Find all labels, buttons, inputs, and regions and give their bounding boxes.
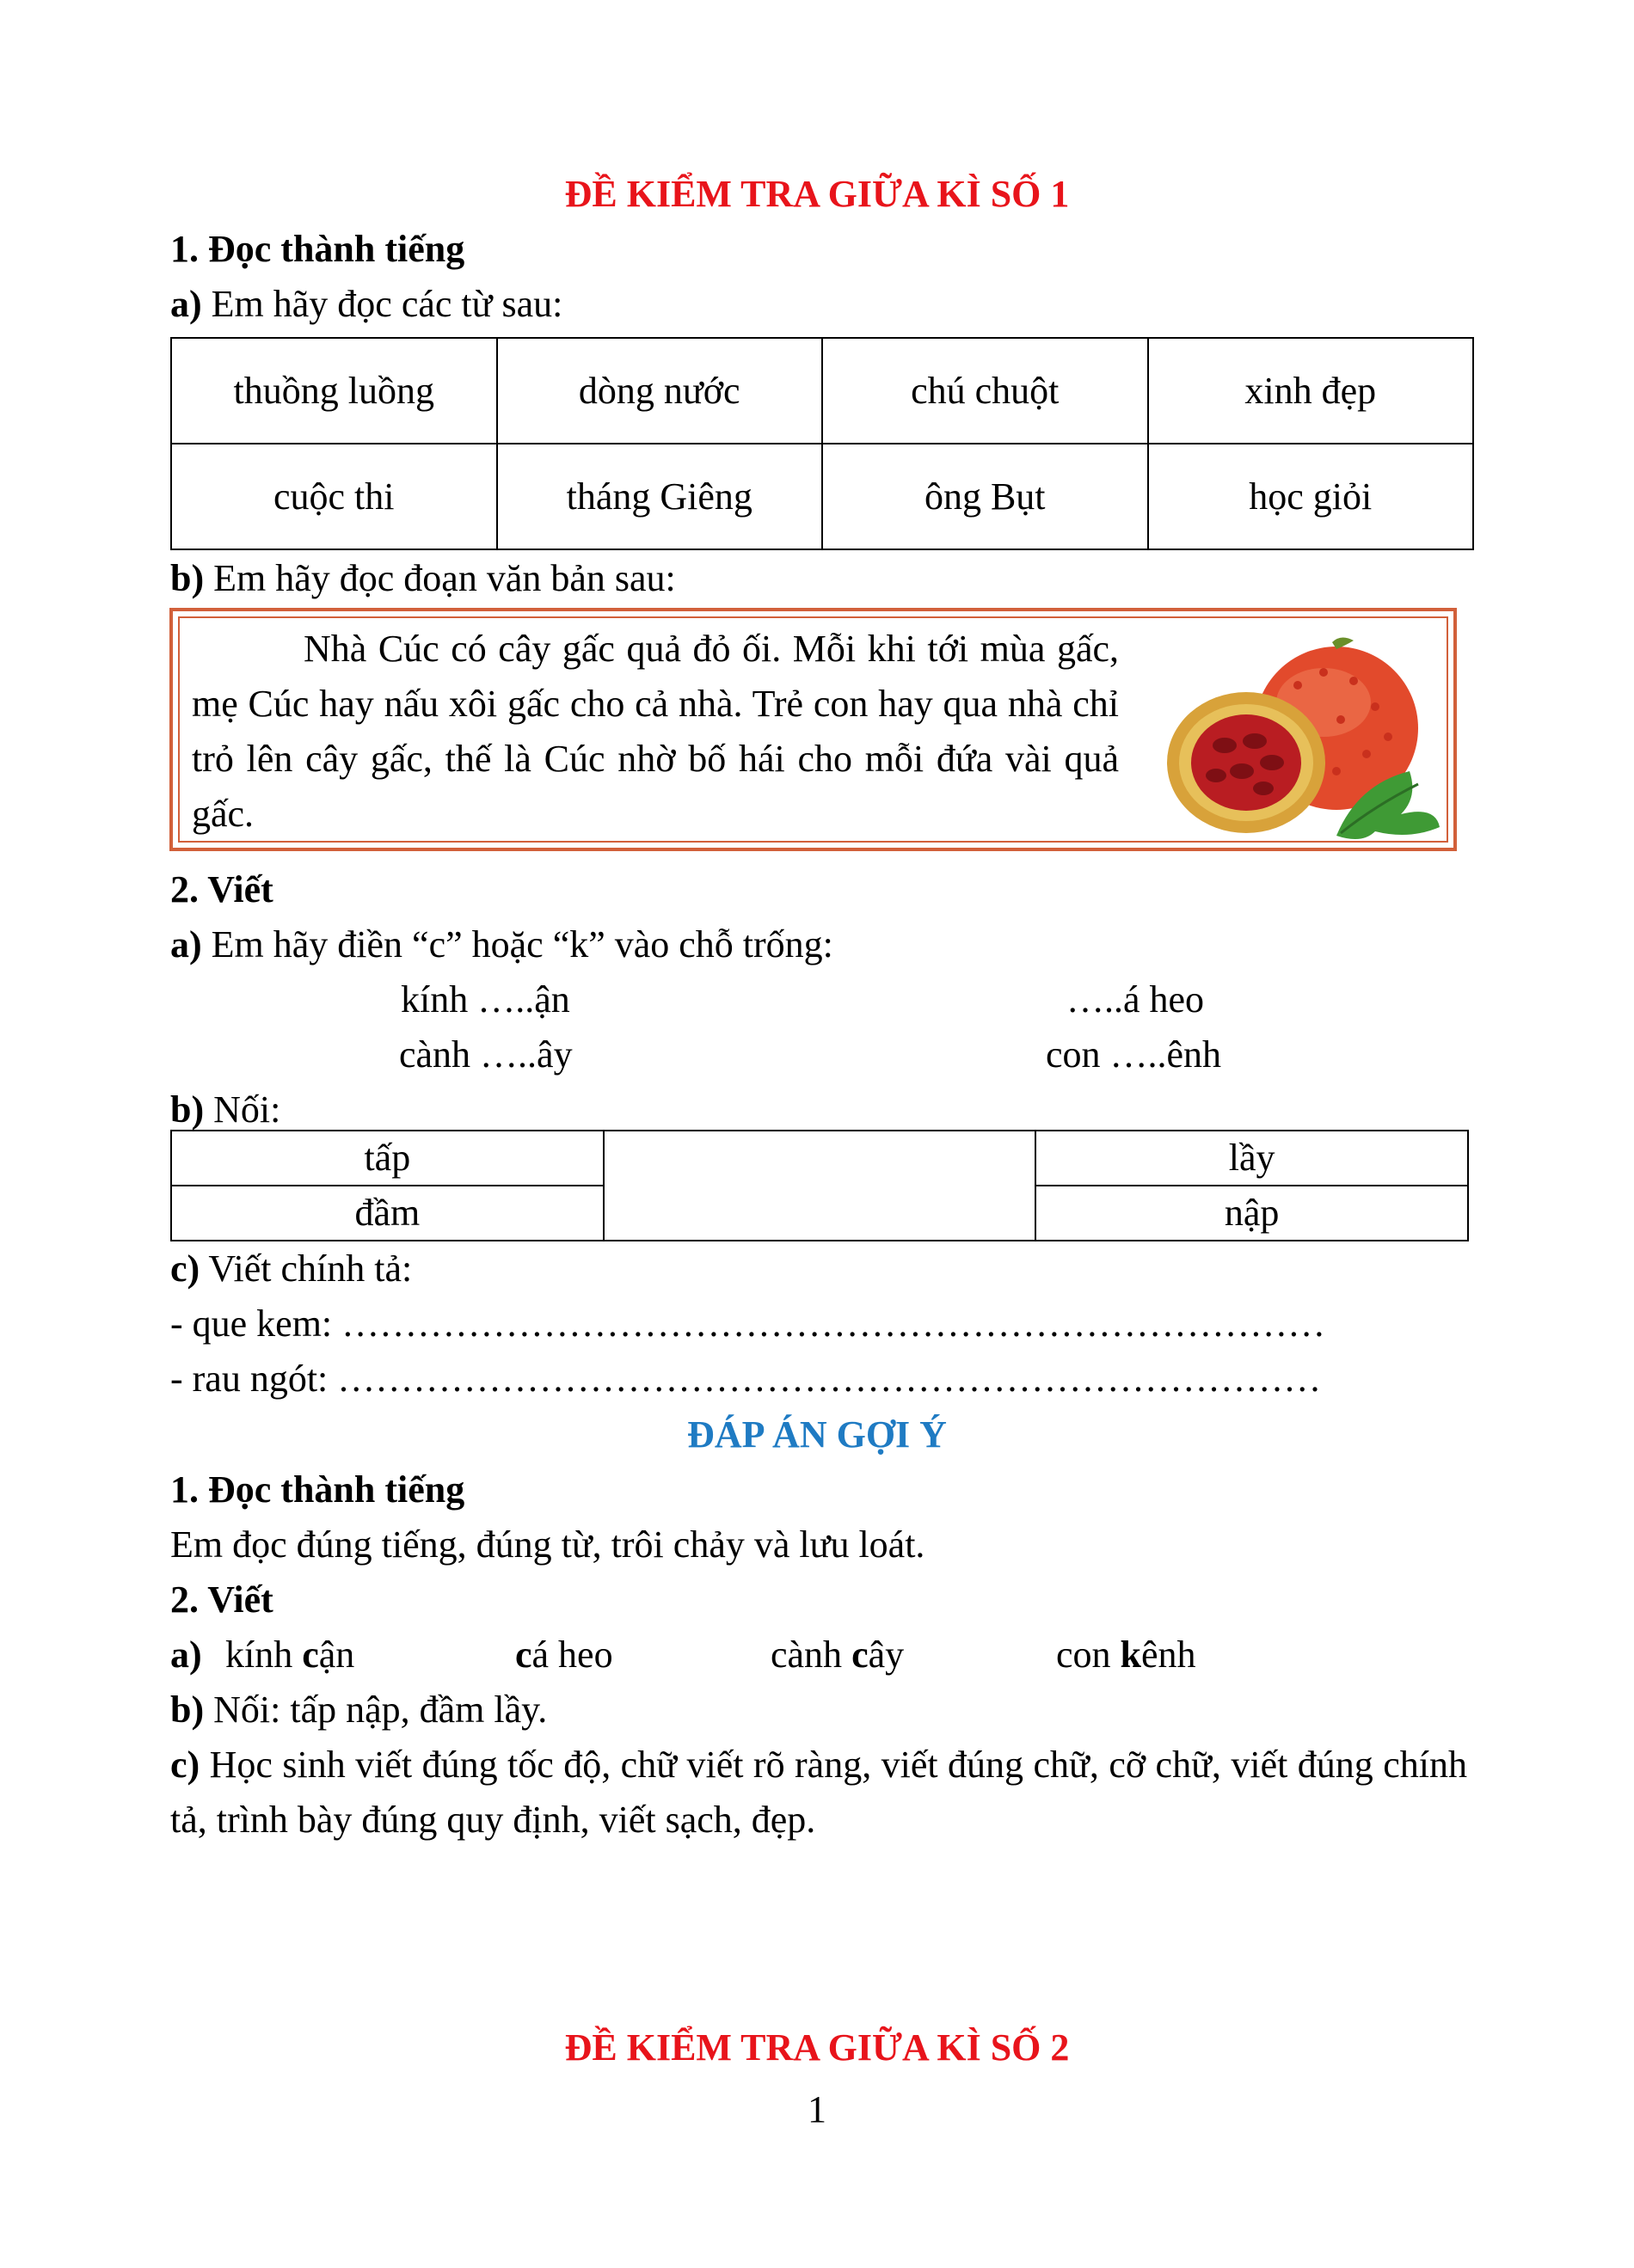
section1-heading-text: 1. Đọc thành tiếng <box>170 228 465 270</box>
dictation-line: - que kem: …………………………………………………………………… <box>170 1303 1326 1345</box>
answer-word-letter: c <box>302 1634 319 1676</box>
answers-section2-heading <box>170 1572 1477 1627</box>
word-cell: học giỏi <box>1148 444 1474 549</box>
word-cell: ông Bụt <box>822 444 1148 549</box>
words-row <box>171 338 1473 444</box>
word-cell: tháng Giêng <box>497 444 823 549</box>
answer-word-letter: k <box>1120 1634 1142 1676</box>
answer-word-pre: cành <box>771 1634 852 1676</box>
write-c-label: c) <box>170 1247 200 1290</box>
write-a-text: Em hãy điền “c” hoặc “k” vào chỗ trống: <box>201 923 833 965</box>
answers-section2-heading-text: 2. Viết <box>170 1578 273 1621</box>
match-left-cell: đầm <box>171 1186 604 1241</box>
part-a-instruction <box>170 277 1477 332</box>
answer-c <box>170 1738 1467 1848</box>
answers-section1-text: Em đọc đúng tiếng, đúng từ, trôi chảy và lưu loát. <box>170 1523 925 1566</box>
passage-text: Nhà Cúc có cây gấc quả đỏ ối. Mỗi khi tới mùa gấc, mẹ Cúc hay nấu xôi gấc cho cả nhà. Trẻ con hay qua nhà chỉ trỏ lên cây gấc, thế là Cúc nhờ bố hái cho mỗi đứa vài quả gấc. <box>192 628 1119 835</box>
passage-box <box>169 608 1457 851</box>
answer-word-post: ây <box>868 1634 905 1676</box>
answer-word-letter: c <box>851 1634 869 1676</box>
exam2-title: ĐỀ KIỂM TRA GIỮA KÌ SỐ 2 <box>564 2026 1070 2069</box>
match-right-cell: lầy <box>1035 1131 1468 1186</box>
answer-a-label <box>170 1627 202 1683</box>
write-b-label: b) <box>170 1088 205 1131</box>
exam1-title: ĐỀ KIỂM TRA GIỮA KÌ SỐ 1 <box>564 173 1070 215</box>
answer-a-word <box>771 1627 904 1683</box>
blank-item: kính …..ận <box>401 978 570 1021</box>
part-b-label: b) <box>170 557 205 599</box>
answer-word-pre: kính <box>225 1634 303 1676</box>
answer-c-text: Học sinh viết đúng tốc độ, chữ viết rõ ràng, viết đúng chữ, cỡ chữ, viết đúng chính tả, trình bày đúng quy định, viết sạch, đẹp. <box>170 1744 1467 1841</box>
word-cell: chú chuột <box>822 338 1148 444</box>
page-number: 1 <box>808 2088 826 2130</box>
write-c-instruction <box>170 1241 1477 1296</box>
words-table <box>170 337 1474 550</box>
part-a-text: Em hãy đọc các từ sau: <box>201 283 563 325</box>
section2-heading-text: 2. Viết <box>170 868 273 910</box>
answers-section1-heading <box>170 1462 1477 1517</box>
part-b-text: Em hãy đọc đoạn văn bản sau: <box>204 557 676 599</box>
match-middle-cell <box>604 1131 1036 1241</box>
dictation-line: - rau ngót: …………………………………………………………………… <box>170 1358 1322 1400</box>
gac-fruit-icon <box>1160 634 1444 844</box>
matching-table <box>170 1130 1469 1241</box>
answer-word-post: ận <box>318 1634 355 1676</box>
answers-title: ĐÁP ÁN GỢI Ý <box>687 1413 947 1456</box>
write-a-label: a) <box>170 923 202 965</box>
answer-c-label: c) <box>170 1744 200 1786</box>
word-cell: dòng nước <box>497 338 823 444</box>
match-left-cell: tấp <box>171 1131 604 1186</box>
word-cell: thuồng luồng <box>171 338 497 444</box>
part-a-label: a) <box>170 283 202 325</box>
passage-inner-border <box>178 616 1448 843</box>
answer-a-word <box>515 1627 613 1683</box>
word-cell: cuộc thi <box>171 444 497 549</box>
answer-b-label: b) <box>170 1689 205 1731</box>
answers-section1-heading-text: 1. Đọc thành tiếng <box>170 1468 465 1511</box>
write-a-instruction <box>170 917 1477 972</box>
answer-word-letter: c <box>515 1634 532 1676</box>
blank-item: con …..ênh <box>1046 1033 1222 1076</box>
words-row <box>171 444 1473 549</box>
write-b-text: Nối: <box>204 1088 281 1131</box>
answer-b <box>170 1683 1477 1738</box>
answer-a-word <box>1056 1627 1196 1683</box>
section2-heading <box>170 862 1477 917</box>
answer-word-post: ênh <box>1141 1634 1196 1676</box>
answer-word-post: á heo <box>531 1634 613 1676</box>
answer-a-label-text: a) <box>170 1634 202 1676</box>
answer-b-text: Nối: tấp nập, đầm lầy. <box>204 1689 548 1731</box>
blank-item: cành …..ây <box>399 1033 573 1076</box>
matching-row <box>171 1131 1468 1186</box>
word-cell: xinh đẹp <box>1148 338 1474 444</box>
section1-heading <box>170 222 1477 277</box>
answer-word-pre: con <box>1056 1634 1121 1676</box>
match-right-cell: nập <box>1035 1186 1468 1241</box>
write-c-text: Viết chính tả: <box>200 1247 413 1290</box>
answer-a-word <box>225 1627 354 1683</box>
blank-item: …..á heo <box>1066 978 1205 1021</box>
part-b-instruction <box>170 551 1477 606</box>
